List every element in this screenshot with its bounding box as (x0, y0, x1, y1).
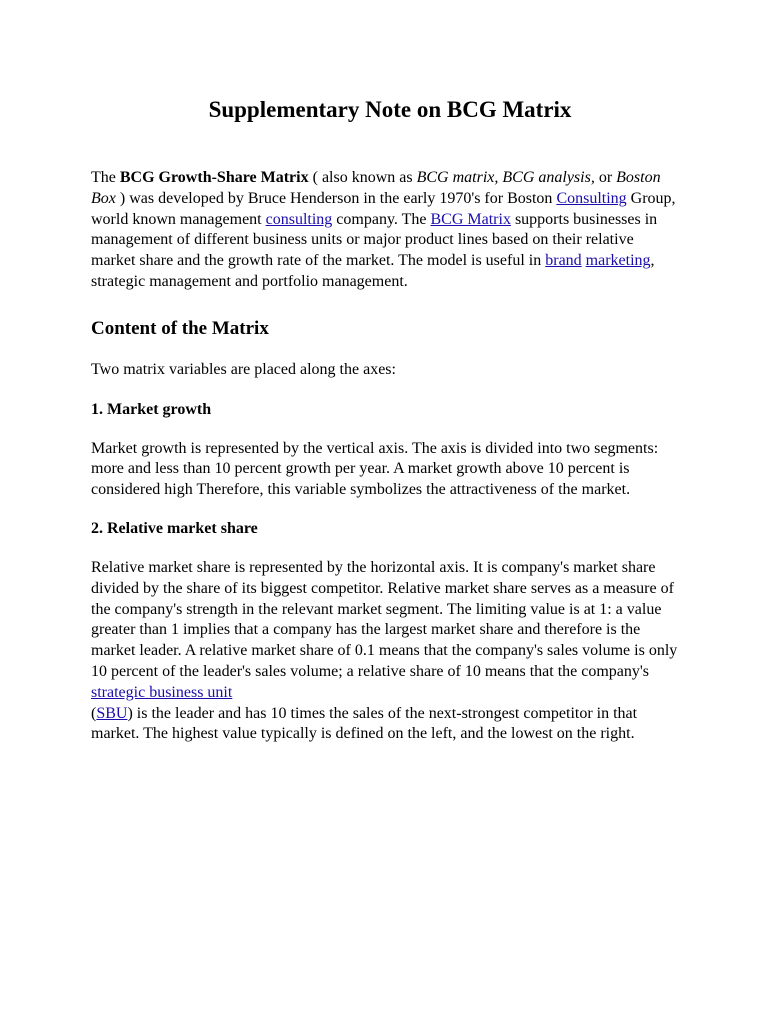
market-growth-paragraph: Market growth is represented by the vertical axis. The axis is divided into two segments: more and less than 10 percent growth per year. A market growth above 10 percent is considered high Therefore, this variable symbolizes the attractiveness of the market. (91, 439, 659, 499)
intro-text-5: Group, world known management (91, 189, 676, 228)
intro-text-7: supports businesses in management of different business units or major product lines based on their relative market share and the growth rate of the market. The model is useful in (91, 210, 658, 270)
subheading-market-growth: 1. Market growth (91, 400, 212, 418)
link-consulting[interactable]: Consulting (556, 189, 627, 207)
intro-text-2: ( also known as (308, 169, 417, 186)
link-sbu[interactable]: SBU (96, 704, 128, 722)
intro-paragraph (91, 168, 681, 293)
relative-share-paragraph (91, 558, 681, 745)
link-marketing[interactable]: marketing (585, 252, 651, 270)
subheading-relative-market-share: 2. Relative market share (91, 519, 258, 537)
intro-text-6: company. The (332, 210, 431, 228)
intro-text-9: , strategic management and portfolio management. (91, 252, 655, 290)
intro-italic-boston-box: Boston Box (91, 169, 661, 207)
share-text-2: ( (91, 704, 97, 722)
share-text-3: ) is the leader and has 10 times the sales of the next-strongest competitor in that market. The highest value typically is defined on the left, and the lowest on the right. (91, 704, 638, 743)
section-heading-content: Content of the Matrix (91, 317, 269, 339)
link-bcg-matrix[interactable]: BCG Matrix (430, 210, 511, 228)
link-brand[interactable]: brand (545, 252, 582, 270)
link-strategic-business-unit[interactable]: strategic business unit (91, 683, 233, 701)
intro-italic-aliases: BCG matrix, BCG analysis, (416, 169, 595, 186)
intro-text-1: The (91, 169, 120, 186)
document-page (91, 96, 681, 763)
intro-text-4: ) was developed by Bruce Henderson in the early 1970's for Boston (115, 189, 557, 207)
axes-intro-text: Two matrix variables are placed along the axes: (91, 360, 396, 378)
document-title: Supplementary Note on BCG Matrix (208, 97, 572, 122)
link-consulting-2[interactable]: consulting (265, 210, 333, 228)
share-text-1: Relative market share is represented by the horizontal axis. It is company's market share divided by the share of its biggest competitor. Relative market share serves as a measure of the company's strength in the relevant market segment. The limiting value is at 1: a value greater than 1 implies that a company has the largest market share and therefore is the market leader. A relative market share of 0.1 means that the company's sales volume is only 10 percent of the leader's sales volume; a relative share of 10 means that the company's (91, 558, 678, 680)
intro-text-3: or (594, 169, 617, 186)
intro-bold-term: BCG Growth-Share Matrix (119, 169, 309, 186)
